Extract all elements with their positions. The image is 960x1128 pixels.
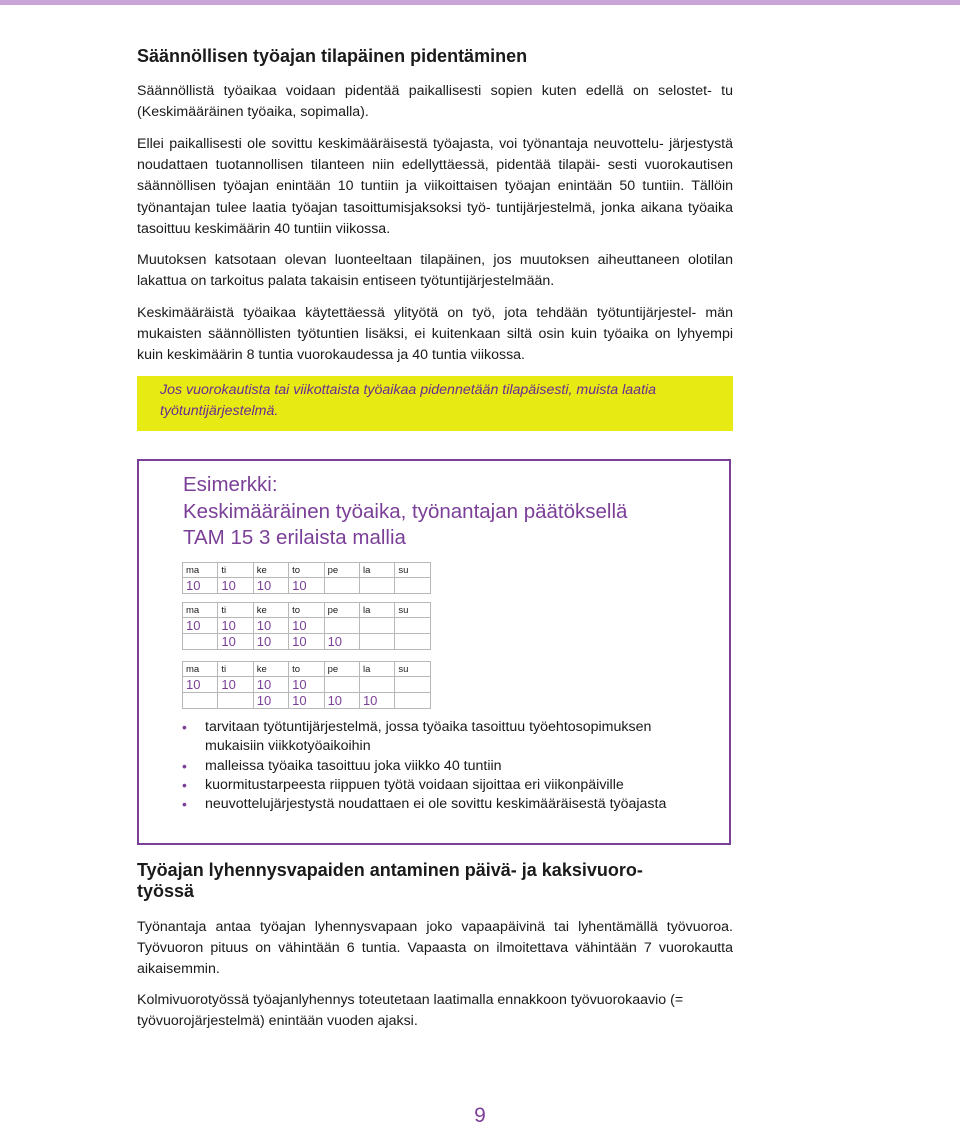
hours-cell [218,693,253,709]
hours-cell [395,677,430,693]
hours-cell: 10 [289,634,324,650]
table-row [183,693,431,709]
paragraph: Ellei paikallisesti ole sovittu keskimääräisestä työajasta, voi työnantaja neuvottelu- järjestystä noudattaen tuotannollisen tilanteen niin edellyttäessä, pidentää tilapäi- sesti vuorokautisen säännöllisen työajan enintään 10 tuntiin ja viikoittaisen työajan enintään 50 tuntiin. Tällöin työnantajan tulee laatia työajan tasoittumisjaksoksi työ- tuntijärjestelmä, jonka aikana työaika tasoittuu keskimäärin 40 tuntiin viikossa. [137,136,733,237]
hours-cell [395,634,430,650]
list-item: • malleissa työaika tasoittuu joka viikko 40 tuntiin [182,757,702,776]
hours-cell: 10 [253,618,288,634]
hours-cell [183,634,218,650]
page-number: 9 [474,1104,486,1127]
table-row [183,618,431,634]
hours-cell [395,578,430,594]
list-item: • kuormitustarpeesta riippuen työtä voidaan sijoittaa eri viikonpäiville [182,776,702,795]
hours-cell [395,618,430,634]
day-header-cell: ti [218,563,253,578]
schedule-table [182,602,431,650]
hours-cell: 10 [253,578,288,594]
hours-cell [359,634,394,650]
top-border [0,0,960,5]
hours-cell: 10 [359,693,394,709]
day-header-cell: su [395,662,430,677]
table-header-row [183,662,431,677]
day-header-cell: ma [183,603,218,618]
day-header-cell: ma [183,662,218,677]
hours-cell [359,618,394,634]
bullet-icon: • [182,796,187,813]
table-row [183,578,431,594]
day-header-cell: to [289,603,324,618]
day-header-cell: to [289,563,324,578]
bullet-icon: • [182,719,187,735]
day-header-cell: ma [183,563,218,578]
paragraph: Keskimääräistä työaikaa käytettäessä ylityötä on työ, jota tehdään työtuntijärjestel- män mukaisten säännöllisten työtuntien lisäksi, ei kuitenkaan siltä osin kuin työaika on lyhyempi kuin keskimäärin 8 tuntia vuorokaudessa ja 40 tuntia viikossa. [137,305,733,364]
paragraph: Muutoksen katsotaan olevan luonteeltaan tilapäinen, jos muutoksen aiheuttaneen olotilan lakattua on tarkoitus palata takaisin entiseen työtuntijärjestelmään. [137,252,733,290]
table-header-row [183,603,431,618]
list-item: • neuvottelujärjestystä noudattaen ei ole sovittu keskimääräisestä työajasta [182,795,702,814]
section-heading: Säännöllisen työajan tilapäinen pidentäminen [137,46,528,66]
hours-cell [324,618,359,634]
table-header-row [183,563,431,578]
hours-cell [324,578,359,594]
bullet-icon: • [182,776,187,793]
hours-cell: 10 [253,634,288,650]
hours-cell [359,677,394,693]
day-header-cell: la [359,662,394,677]
day-header-cell: la [359,603,394,618]
example-title [183,472,703,552]
day-header-cell: ti [218,603,253,618]
hours-cell: 10 [289,677,324,693]
hours-cell: 10 [289,578,324,594]
hours-cell: 10 [183,618,218,634]
day-header-cell: la [359,563,394,578]
example-box [137,459,731,845]
table-row [183,677,431,693]
day-header-cell: su [395,563,430,578]
hours-cell: 10 [218,578,253,594]
day-header-cell: pe [324,563,359,578]
hours-cell: 10 [218,634,253,650]
hours-cell: 10 [324,634,359,650]
paragraph: Työnantaja antaa työajan lyhennysvapaan joko vapaapäivinä tai lyhentämällä työvuoroa. Työvuoron pituus on vähintään 6 tuntia. Vapaasta on ilmoitettava vähintään 7 vuorokautta aikaisemmin. [137,919,733,978]
day-header-cell: to [289,662,324,677]
day-header-cell: pe [324,662,359,677]
table-row [183,634,431,650]
highlight-note-box [137,376,733,431]
bullet-list [182,718,702,814]
hours-cell: 10 [183,677,218,693]
hours-cell: 10 [218,677,253,693]
hours-cell: 10 [183,578,218,594]
hours-cell: 10 [218,618,253,634]
day-header-cell: ke [253,603,288,618]
section-heading: Työajan lyhennysvapaiden antaminen päivä- ja kaksivuoro- työssä [137,860,643,901]
hours-cell: 10 [253,677,288,693]
example-title-line: Esimerkki: [183,473,278,496]
day-header-cell: ke [253,563,288,578]
example-title-line: TAM 15 3 erilaista mallia [183,526,406,549]
paragraph: Säännöllistä työaikaa voidaan pidentää paikallisesti sopien kuten edellä on selostet- tu (Keskimääräinen työaika, sopimalla). [137,83,733,121]
hours-cell: 10 [289,693,324,709]
hours-cell: 10 [253,693,288,709]
day-header-cell: ke [253,662,288,677]
hours-cell: 10 [289,618,324,634]
list-item: • tarvitaan työtuntijärjestelmä, jossa työaika tasoittuu työehtosopimuksen mukaisiin viikkotyöaikoihin [182,719,652,755]
hours-cell [359,578,394,594]
schedule-table [182,562,431,594]
example-title-line: Keskimääräinen työaika, työnantajan päätöksellä [183,499,628,523]
hours-cell [324,677,359,693]
hours-cell [395,693,430,709]
note-text: Jos vuorokautista tai viikottaista työaikaa pidennetään tilapäisesti, muista laatia työtuntijärjestelmä. [160,382,657,419]
paragraph: Kolmivuorotyössä työajanlyhennys toteutetaan laatimalla ennakkoon työvuorokaavio (= työvuorojärjestelmä) enintään vuoden ajaksi. [137,992,684,1030]
hours-cell: 10 [324,693,359,709]
schedule-table [182,661,431,709]
day-header-cell: su [395,603,430,618]
day-header-cell: ti [218,662,253,677]
day-header-cell: pe [324,603,359,618]
hours-cell [183,693,218,709]
bullet-icon: • [182,757,187,774]
